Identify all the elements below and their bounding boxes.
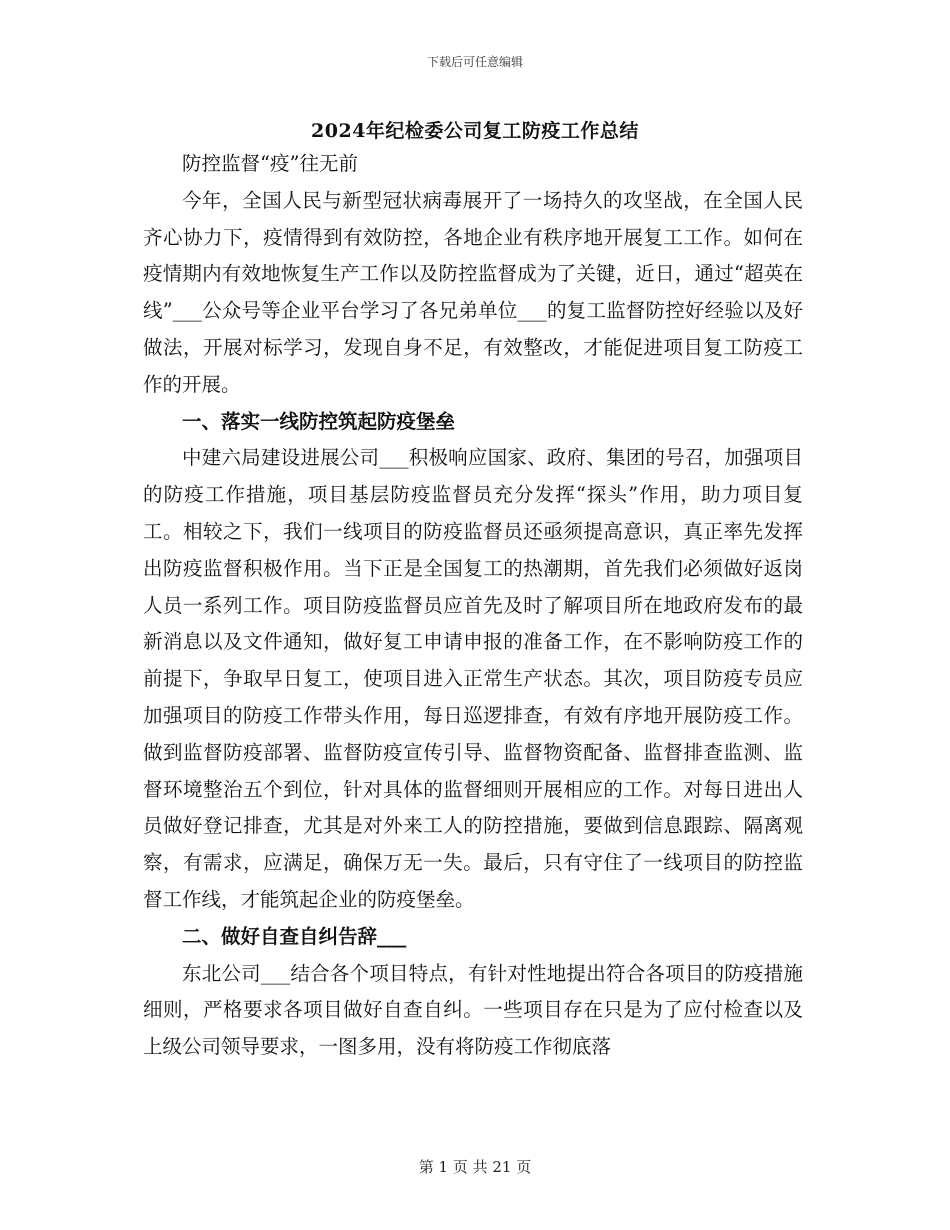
section-2-heading: 二、做好自查自纠告辞___ [182, 924, 407, 948]
section-1-heading: 一、落实一线防控筑起防疫堡垒 [182, 409, 456, 433]
document-subtitle: 防控监督“疫”往无前 [182, 152, 358, 175]
section-1-paragraph: 中建六局建设进展公司___积极响应国家、政府、集团的号召，加强项目的防疫工作措施，项目基层防疫监督员充分发挥“探头”作用，助力项目复工。相较之下，我们一线项目的防疫监督员还亟须提高意识，真正率先发挥出防疫监督积极作用。当下正是全国复工的热潮期，首先我们必须做好返岗人员一系列工作。项目防疫监督员应首先及时了解项目所在地政府发布的最新消息以及文件通知，做好复工申请申报的准备工作，在不影响防疫工作的前提下，争取早日复工，使项目进入正常生产状态。其次，项目防疫专员应加强项目的防疫工作带头作用，每日巡逻排查，有效有序地开展防疫工作。做到监督防疫部署、监督防疫宣传引导、监督物资配备、监督排查监测、监督环境整治五个到位，针对具体的监督细则开展相应的工作。对每日进出人员做好登记排查，尤其是对外来工人的防控措施，要做到信息跟踪、隔离观察，有需求，应满足，确保万无一失。最后，只有守住了一线项目的防控监督工作线，才能筑起企业的防疫堡垒。 [143, 446, 803, 911]
page-number: 第 1 页 共 21 页 [418, 1158, 532, 1176]
document-title: 2024年纪检委公司复工防疫工作总结 [311, 120, 639, 142]
header-note: 下载后可任意编辑 [426, 55, 523, 69]
intro-paragraph: 今年，全国人民与新型冠状病毒展开了一场持久的攻坚战，在全国人民齐心协力下，疫情得到有效防控，各地企业有秩序地开展复工工作。如何在疫情期内有效地恢复生产工作以及防控监督成为了关键，近日，通过“超英在线”___公众号等企业平台学习了各兄弟单位___的复工监督防控好经验以及好做法，开展对标学习，发现自身不足，有效整改，才能促进项目复工防疫工作的开展。 [143, 188, 803, 396]
document-body [143, 146, 803, 1066]
section-2-paragraph: 东北公司___结合各个项目特点，有针对性地提出符合各项目的防疫措施细则，严格要求各项目做好自查自纠。一些项目存在只是为了应付检查以及上级公司领导要求，一图多用，没有将防疫工作彻底落 [143, 961, 803, 1059]
